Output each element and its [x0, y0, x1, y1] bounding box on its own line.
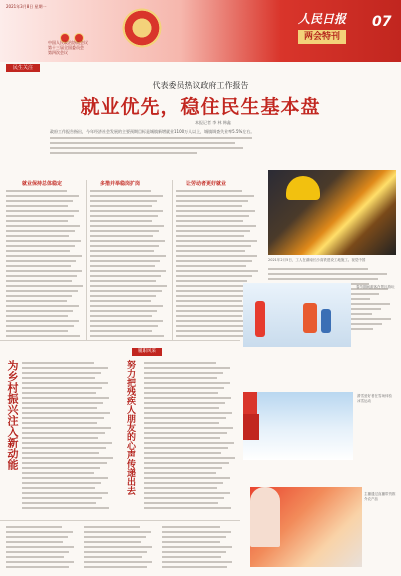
- text-column: [90, 190, 168, 340]
- text-line: [22, 377, 95, 379]
- text-line: [162, 536, 226, 538]
- text-line: [90, 230, 159, 232]
- text-line: [6, 526, 62, 528]
- text-line: [22, 457, 113, 459]
- text-column: [6, 190, 84, 340]
- text-line: [176, 260, 252, 262]
- text-line: [22, 372, 101, 374]
- text-line: [6, 325, 74, 327]
- text-line: [6, 245, 75, 247]
- text-line: [144, 467, 222, 469]
- text-line: [144, 427, 233, 429]
- text-line: [176, 215, 249, 217]
- text-line: [144, 417, 226, 419]
- national-emblem-icon: [120, 6, 164, 50]
- text-line: [144, 377, 217, 379]
- text-line: [176, 265, 246, 267]
- text-line: [22, 507, 109, 509]
- text-line: [90, 290, 162, 292]
- org-line: 第四次会议: [48, 50, 68, 55]
- text-line: [144, 462, 229, 464]
- vertical-headline: 为乡村振兴注入新动能: [6, 360, 19, 470]
- tourism-photo: [243, 283, 351, 347]
- text-line: [84, 531, 151, 533]
- text-line: [176, 325, 249, 327]
- text-line: [176, 255, 257, 257]
- text-line: [6, 561, 74, 563]
- text-line: [176, 210, 255, 212]
- text-line: [6, 220, 68, 222]
- text-line: [162, 541, 220, 543]
- text-line: [90, 330, 152, 332]
- text-line: [144, 362, 216, 364]
- text-line: [144, 507, 231, 509]
- text-line: [6, 200, 73, 202]
- text-line: [84, 546, 152, 548]
- text-line: [6, 531, 73, 533]
- text-line: [90, 190, 151, 192]
- text-line: [144, 457, 235, 459]
- text-line: [144, 382, 230, 384]
- text-line: [6, 551, 69, 553]
- text-line: [22, 492, 108, 494]
- text-line: [90, 325, 158, 327]
- text-line: [22, 452, 99, 454]
- text-line: [90, 205, 152, 207]
- text-line: [6, 541, 63, 543]
- text-line: [144, 482, 223, 484]
- text-line: [90, 250, 154, 252]
- text-line: [6, 255, 82, 257]
- text-line: [144, 407, 219, 409]
- text-line: [144, 392, 218, 394]
- text-line: [90, 320, 163, 322]
- text-line: [22, 502, 96, 504]
- text-line: [6, 300, 67, 302]
- text-line: [6, 215, 74, 217]
- headline: 就业优先，稳住民生基本盘: [80, 96, 321, 118]
- text-line: [6, 330, 68, 332]
- text-line: [22, 477, 108, 479]
- text-line: [162, 566, 227, 568]
- text-line: [6, 335, 80, 337]
- text-line: [176, 230, 250, 232]
- text-line: [22, 412, 110, 414]
- text-line: [162, 561, 232, 563]
- text-line: [176, 220, 243, 222]
- text-line: [90, 260, 160, 262]
- text-line: [22, 402, 103, 404]
- text-line: [22, 447, 106, 449]
- text-line: [90, 275, 161, 277]
- text-line: [90, 255, 166, 257]
- text-line: [90, 295, 156, 297]
- text-line: [144, 432, 227, 434]
- lede: [50, 128, 260, 157]
- text-line: [162, 526, 220, 528]
- text-line: [6, 290, 78, 292]
- text-line: [176, 315, 242, 317]
- text-line: [6, 205, 68, 207]
- text-line: [84, 561, 152, 563]
- text-line: [268, 273, 387, 275]
- text-line: [6, 240, 81, 242]
- text-line: [84, 556, 142, 558]
- org-line: 第十三届全国委员会: [48, 45, 84, 50]
- text-line: [90, 210, 163, 212]
- text-line: [176, 190, 242, 192]
- text-line: [6, 250, 70, 252]
- text-line: [90, 200, 157, 202]
- text-line: [176, 235, 244, 237]
- text-line: [6, 546, 74, 548]
- text-line: [90, 195, 163, 197]
- text-line: [176, 295, 247, 297]
- text-line: [176, 195, 254, 197]
- text-line: [6, 195, 79, 197]
- issue-date: 2021年3月8日 星期一: [6, 4, 47, 9]
- text-line: [6, 280, 72, 282]
- text-line: [22, 382, 108, 384]
- text-line: [6, 295, 72, 297]
- text-line: [6, 270, 82, 272]
- text-line: [6, 556, 64, 558]
- text-line: [6, 265, 71, 267]
- text-line: [144, 422, 219, 424]
- hardhat-icon: [286, 176, 320, 200]
- text-line: [176, 205, 242, 207]
- section-tag: 民生关注: [6, 64, 40, 72]
- text-line: [144, 387, 224, 389]
- subhead: 就业保持总体稳定: [22, 181, 63, 187]
- page-number: 07: [372, 14, 392, 30]
- photo-caption: 主播通过直播带货推介农产品: [364, 492, 396, 501]
- text-line: [176, 240, 257, 242]
- text-line: [22, 397, 109, 399]
- text-column: [22, 362, 114, 512]
- text-line: [176, 280, 247, 282]
- byline: 本报记者 李 林 韩鑫: [195, 120, 231, 125]
- text-line: [6, 275, 77, 277]
- text-line: [22, 487, 95, 489]
- masthead: [0, 0, 401, 62]
- text-line: [268, 268, 368, 270]
- text-line: [90, 315, 152, 317]
- org-name: [48, 40, 88, 55]
- subhead: 让劳动者更好就业: [186, 181, 227, 187]
- text-line: [176, 200, 248, 202]
- text-line: [144, 447, 228, 449]
- text-line: [144, 502, 218, 504]
- kicker: 代表委员热议政府工作报告: [152, 81, 249, 90]
- text-line: [90, 225, 164, 227]
- text-line: [144, 437, 220, 439]
- text-line: [162, 531, 231, 533]
- text-line: [90, 220, 152, 222]
- text-line: [144, 452, 221, 454]
- lede-text: 政府工作报告指出，今年经济社会发展的主要预期目标是城镇新增就业1100万人以上，城镇调查失业率5.5%左右。: [50, 129, 255, 134]
- text-line: [22, 362, 94, 364]
- text-line: [90, 215, 158, 217]
- text-line: [6, 235, 69, 237]
- text-line: [6, 230, 75, 232]
- text-line: [144, 477, 230, 479]
- text-line: [144, 492, 230, 494]
- text-line: [6, 190, 67, 192]
- text-line: [90, 280, 156, 282]
- text-line: [22, 462, 107, 464]
- text-column: [144, 362, 236, 512]
- text-line: [90, 285, 167, 287]
- text-line: [176, 300, 242, 302]
- text-line: [268, 278, 378, 280]
- text-line: [84, 526, 140, 528]
- text-line: [22, 387, 102, 389]
- text-line: [6, 315, 68, 317]
- text-line: [22, 497, 102, 499]
- text-line: [176, 330, 243, 332]
- text-line: [22, 442, 112, 444]
- special-edition-label: 两会特刊: [298, 30, 346, 44]
- text-line: [162, 546, 232, 548]
- text-line: [176, 245, 251, 247]
- text-line: [22, 367, 108, 369]
- subhead: 多措并举稳岗扩岗: [100, 181, 141, 187]
- text-line: [162, 551, 226, 553]
- text-line: [22, 472, 94, 474]
- text-line: [6, 260, 76, 262]
- text-line: [144, 487, 217, 489]
- text-line: [22, 482, 101, 484]
- text-column: [6, 526, 78, 571]
- text-line: [22, 407, 97, 409]
- text-line: [144, 397, 231, 399]
- skiing-photo: [243, 392, 353, 460]
- text-line: [22, 392, 96, 394]
- text-line: [176, 225, 256, 227]
- text-line: [176, 290, 253, 292]
- text-line: [176, 270, 258, 272]
- text-line: [90, 235, 153, 237]
- text-line: [84, 566, 147, 568]
- text-line: [144, 412, 232, 414]
- text-line: [6, 285, 83, 287]
- text-line: [144, 472, 216, 474]
- welder-photo: [268, 170, 396, 255]
- text-column: [162, 526, 236, 571]
- org-line: 中国人民政治协商会议: [48, 40, 88, 45]
- vertical-headline: 努力把残疾人朋友的心声传递出去: [125, 360, 135, 495]
- text-line: [176, 275, 252, 277]
- text-line: [6, 310, 73, 312]
- text-line: [90, 300, 151, 302]
- text-line: [176, 310, 248, 312]
- text-column: [84, 526, 156, 571]
- photo-caption: 春节期间游客在景区游玩: [356, 285, 395, 289]
- text-line: [90, 240, 165, 242]
- text-line: [84, 536, 146, 538]
- text-line: [84, 551, 147, 553]
- text-line: [90, 270, 166, 272]
- text-line: [6, 210, 79, 212]
- paper-logo: 人民日报: [298, 12, 347, 26]
- section-tag: 履职风采: [132, 348, 162, 356]
- text-line: [90, 310, 157, 312]
- text-line: [144, 402, 225, 404]
- photo-caption: 2021年2月5日，工人在湖南长沙高铁建设工地施工。视觉中国: [268, 258, 366, 262]
- text-line: [6, 225, 80, 227]
- text-line: [6, 536, 68, 538]
- text-line: [6, 305, 79, 307]
- text-line: [22, 422, 97, 424]
- text-line: [162, 556, 221, 558]
- text-line: [6, 320, 79, 322]
- text-line: [90, 245, 159, 247]
- text-line: [22, 467, 100, 469]
- text-line: [144, 442, 234, 444]
- text-line: [176, 250, 245, 252]
- text-line: [6, 566, 69, 568]
- text-line: [22, 417, 104, 419]
- text-line: [90, 335, 164, 337]
- text-line: [84, 541, 141, 543]
- text-line: [22, 432, 105, 434]
- livestream-photo: [250, 487, 362, 567]
- text-line: [144, 497, 224, 499]
- text-line: [22, 437, 98, 439]
- text-line: [90, 265, 155, 267]
- text-line: [22, 427, 111, 429]
- photo-caption: 滑雪爱好者在雪场体验冰雪运动: [357, 394, 392, 403]
- text-line: [90, 305, 163, 307]
- text-line: [144, 372, 223, 374]
- text-line: [144, 367, 230, 369]
